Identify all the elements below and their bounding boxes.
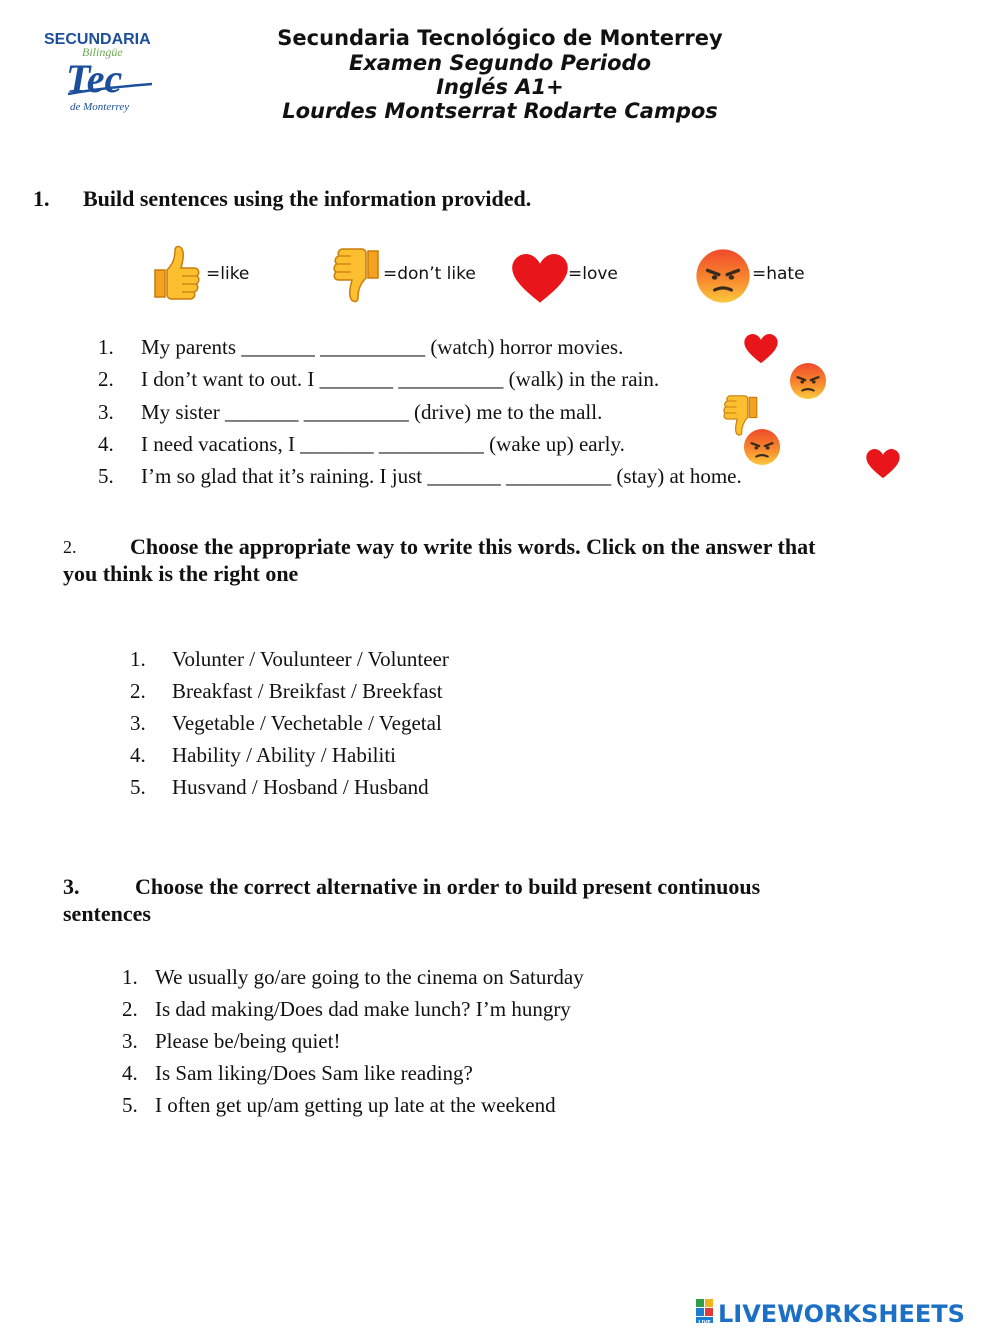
thumbs-down-icon [331, 248, 383, 304]
item-text[interactable]: Is Sam liking/Does Sam like reading? [155, 1061, 473, 1085]
footer-brand: LIVEWORKSHEETS [718, 1300, 965, 1326]
angry-face-icon [743, 428, 781, 466]
logo-line2: Bilingüe [82, 45, 123, 59]
item-number: 4. [98, 432, 114, 456]
item-text[interactable]: Volunter / Voulunteer / Volunteer [172, 647, 449, 671]
logo-line3: Tec [66, 56, 123, 101]
item-number: 4. [130, 743, 146, 767]
header-subject: Inglés A1+ [436, 75, 564, 99]
item-number: 3. [98, 400, 114, 424]
item-text[interactable]: I often get up/am getting up late at the weekend [155, 1093, 556, 1117]
item-text: I don’t want to out. I _______ __________ (walk) in the rain. [141, 367, 660, 391]
angry-face-icon [789, 362, 827, 400]
item-text[interactable]: We usually go/are going to the cinema on Saturday [155, 965, 584, 989]
item-text[interactable]: Is dad making/Does dad make lunch? I’m hungry [155, 997, 571, 1021]
liveworksheets-logo [692, 1296, 992, 1326]
header-teacher: Lourdes Montserrat Rodarte Campos [282, 99, 718, 123]
section3-title-line2: sentences [63, 901, 151, 926]
heart-icon [744, 334, 778, 364]
item-text[interactable]: Hability / Ability / Habiliti [172, 743, 396, 767]
item-text: I’m so glad that it’s raining. I just _______ __________ (stay) at home. [141, 464, 742, 488]
item-number: 3. [130, 711, 146, 735]
heart-icon [512, 254, 568, 304]
section3-title-line1: Choose the correct alternative in order to build present continuous [135, 874, 761, 899]
footer-badge: LIVE [698, 1320, 711, 1326]
logo-line4: de Monterrey [70, 101, 130, 113]
legend-like: =like [206, 264, 250, 284]
legend-dont-like: =don’t like [383, 264, 476, 284]
item-text[interactable]: Vegetable / Vechetable / Vegetal [172, 711, 442, 735]
thumbs-up-icon [150, 244, 202, 300]
section2-title-line1: Choose the appropriate way to write this words. Click on the answer that [130, 534, 816, 559]
item-number: 4. [122, 1061, 138, 1085]
item-number: 5. [98, 464, 114, 488]
school-logo [40, 26, 180, 118]
item-number: 1. [130, 647, 146, 671]
item-text: I need vacations, I _______ __________ (wake up) early. [141, 432, 625, 456]
item-number: 1. [98, 335, 114, 359]
section3-number: 3. [63, 874, 80, 899]
header-exam: Examen Segundo Periodo [348, 51, 652, 75]
item-number: 2. [130, 679, 146, 703]
item-text: My parents _______ __________ (watch) horror movies. [141, 335, 624, 359]
item-text[interactable]: Please be/being quiet! [155, 1029, 341, 1053]
item-number: 5. [130, 775, 146, 799]
section1-number: 1. [33, 186, 50, 211]
heart-icon [866, 449, 900, 479]
angry-face-icon [695, 248, 751, 304]
item-number: 2. [122, 997, 138, 1021]
logo-line1: SECUNDARIA [44, 31, 151, 48]
item-text[interactable]: Husvand / Hosband / Husband [172, 775, 429, 799]
item-text[interactable]: Breakfast / Breikfast / Breekfast [172, 679, 443, 703]
item-number: 2. [98, 367, 114, 391]
item-text: My sister _______ __________ (drive) me to the mall. [141, 400, 603, 424]
header-school: Secundaria Tecnológico de Monterrey [277, 26, 723, 50]
item-number: 1. [122, 965, 138, 989]
item-number: 5. [122, 1093, 138, 1117]
section2-title-line2: you think is the right one [63, 561, 299, 586]
legend-love: =love [568, 264, 618, 284]
item-number: 3. [122, 1029, 138, 1053]
legend-hate: =hate [752, 264, 805, 284]
section1-title: Build sentences using the information provided. [83, 186, 532, 211]
section2-number: 2. [63, 537, 77, 557]
